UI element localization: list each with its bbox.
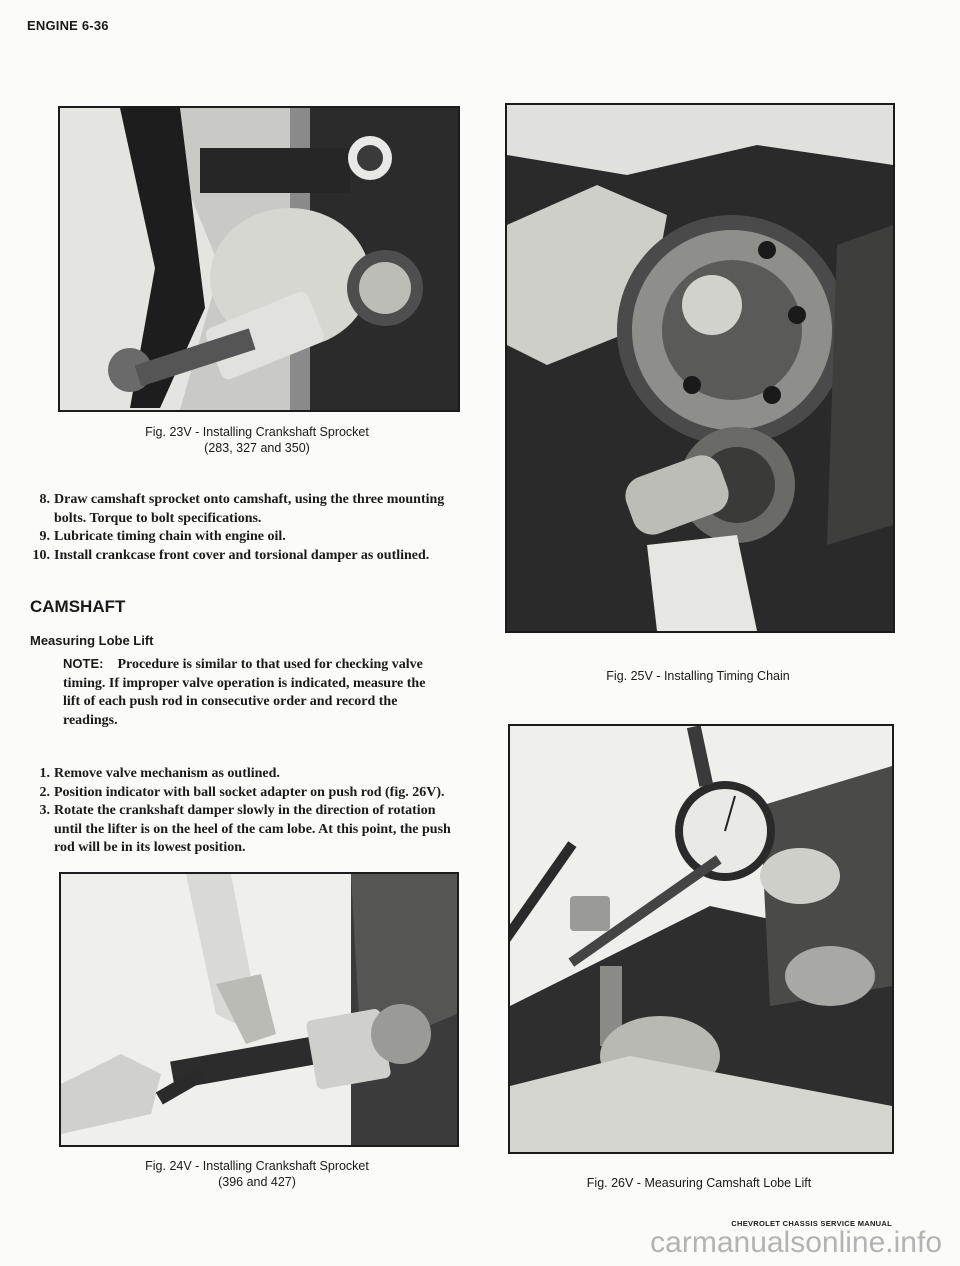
step-10: 10. Install crankcase front cover and torsional damper as outlined. [32,547,430,563]
steps-top [30,491,462,565]
fig-24v-caption [59,1158,455,1190]
footer-manual-name: CHEVROLET CHASSIS SERVICE MANUAL [731,1219,892,1228]
fig-24v-title: Fig. 24V - Installing Crankshaft Sprocket [145,1159,369,1173]
watermark: carmanualsonline.info [650,1226,942,1259]
fig-23v-subtitle: (283, 327 and 350) [204,441,310,455]
step-1: 1. Remove valve mechanism as outlined. [39,766,280,781]
fig-26v-caption [508,1175,890,1191]
step-3: 3. Rotate the crankshaft damper slowly in the direction of rotation until the lifter is on the heel of the cam lobe. At this point, the push rod will be in its lowest position. [39,803,451,855]
step-2: 2. Position indicator with ball socket adapter on push rod (fig. 26V). [39,784,445,800]
section-title: CAMSHAFT [30,597,126,616]
page-header: ENGINE 6-36 [27,18,109,33]
fig-24v-photo [59,872,459,1147]
fig-23v-caption [58,424,456,456]
fig-25v-photo [505,103,895,633]
note-label: NOTE: [63,656,104,671]
fig-25v-title: Fig. 25V - Installing Timing Chain [606,669,790,683]
fig-23v-title: Fig. 23V - Installing Crankshaft Sprocket [145,425,369,439]
step-8: 8. Draw camshaft sprocket onto camshaft, using the three mounting bolts. Torque to bolt specifications. [39,492,445,526]
fig-24v-subtitle: (396 and 427) [218,1175,296,1189]
step-9: 9. Lubricate timing chain with engine oil. [39,529,286,544]
section-subtitle: Measuring Lobe Lift [30,633,154,648]
fig-26v-photo [508,724,894,1154]
steps-camshaft [30,765,462,858]
fig-25v-caption [505,668,891,684]
fig-26v-title: Fig. 26V - Measuring Camshaft Lobe Lift [586,1176,812,1190]
fig-23v-photo [58,106,460,412]
note-text: Procedure is similar to that used for checking valve timing. If improper valve operation is indicated, measure the lift of each push rod in consecutive order and record the readings. [63,657,426,728]
note-block [63,655,429,730]
